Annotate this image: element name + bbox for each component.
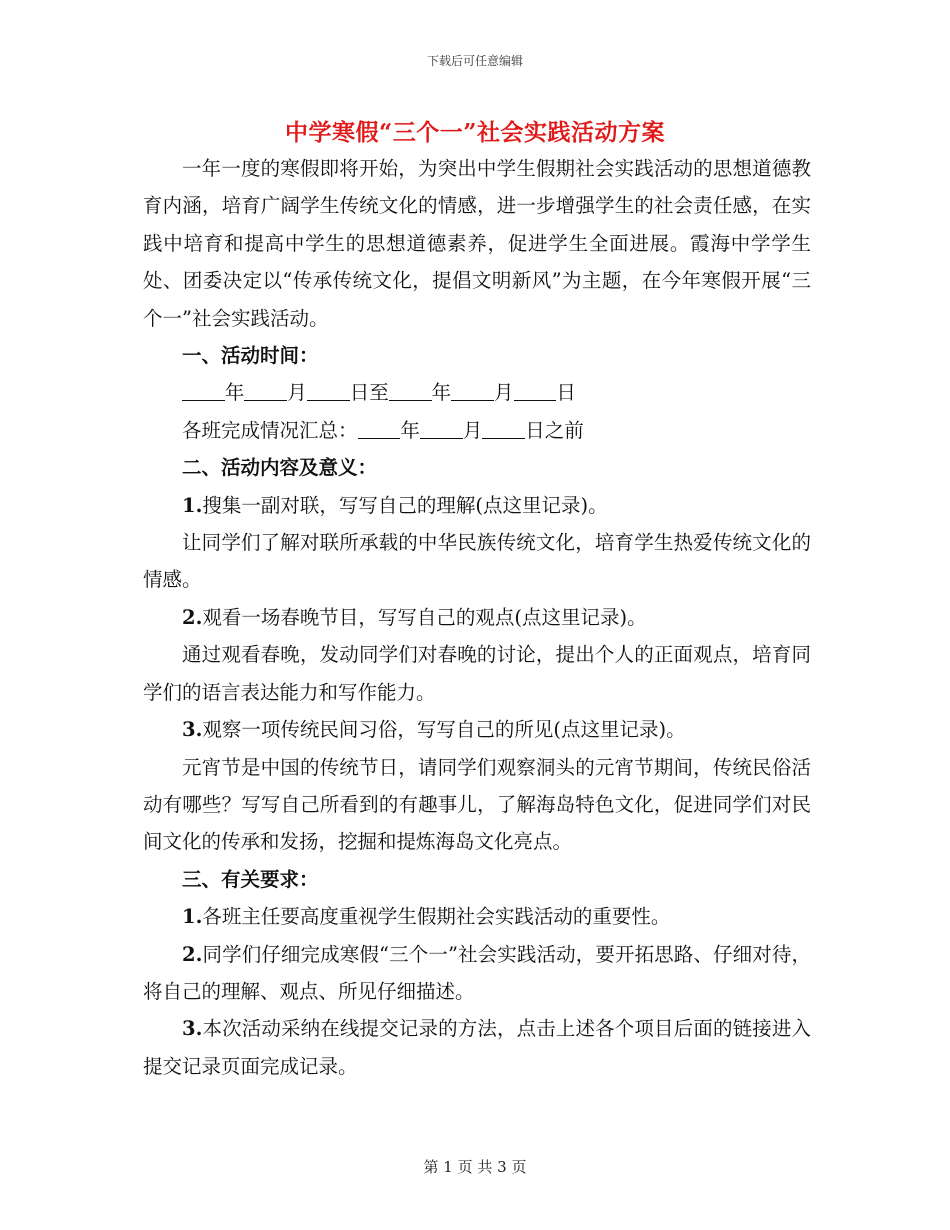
content-item-1[interactable]: 1.搜集一副对联，写写自己的理解(点这里记录)。: [182, 493, 608, 517]
blank-field[interactable]: [389, 381, 432, 402]
activity-date-line: 年 月 日至 年 月 日: [143, 374, 811, 411]
document-body: [143, 150, 811, 1085]
intro-paragraph: 一年一度的寒假即将开始，为突出中学生假期社会实践活动的思想道德教育内涵，培育广阔学生传统文化的情感，进一步增强学生的社会责任感，在实践中培育和提高中学生的思想道德素养，促进学生全面进展。霞海中学学生处、团委决定以“传承传统文化，提倡文明新风”为主题，在今年寒假开展“三个一”社会实践活动。: [143, 157, 811, 330]
content-item-2[interactable]: 2.观看一场春晚节目，写写自己的观点(点这里记录)。: [182, 605, 647, 629]
content-item-1-description: 让同学们了解对联所承载的中华民族传统文化，培育学生热爱传统文化的情感。: [143, 531, 811, 592]
blank-field[interactable]: [420, 418, 463, 439]
requirement-item-3: 3.本次活动采纳在线提交记录的方法，点击上述各个项目后面的链接进入提交记录页面完成记录。: [143, 1017, 811, 1078]
content-item-3[interactable]: 3.观察一项传统民间习俗，写写自己的所见(点这里记录)。: [182, 718, 686, 742]
requirement-item-1: 1.各班主任要高度重视学生假期社会实践活动的重要性。: [182, 905, 671, 929]
section-heading-time: 一、活动时间：: [182, 344, 319, 368]
content-item-2-description: 通过观看春晚，发动同学们对春晚的讨论，提出个人的正面观点，培育同学们的语言表达能力和写作能力。: [143, 643, 811, 704]
section-heading-content: 二、活动内容及意义：: [182, 456, 378, 480]
blank-field[interactable]: [514, 381, 557, 402]
blank-field[interactable]: [451, 381, 494, 402]
document-title: 中学寒假“三个一”社会实践活动方案: [285, 119, 665, 146]
blank-field[interactable]: [482, 418, 525, 439]
blank-field[interactable]: [182, 381, 225, 402]
blank-field[interactable]: [307, 381, 350, 402]
section-heading-requirements: 三、有关要求：: [182, 867, 319, 891]
header-note: 下载后可任意编辑: [426, 54, 523, 68]
page-number-footer: 第 1 页 共 3 页: [423, 1158, 527, 1176]
summary-deadline-line: 各班完成情况汇总： 年 月 日之前: [182, 418, 584, 442]
blank-field[interactable]: [358, 418, 401, 439]
requirement-item-2: 2.同学们仔细完成寒假“三个一”社会实践活动，要开拓思路、仔细对待，将自己的理解、观点、所见仔细描述。: [143, 942, 811, 1003]
blank-field[interactable]: [244, 381, 287, 402]
content-item-3-description: 元宵节是中国的传统节日，请同学们观察洞头的元宵节期间，传统民俗活动有哪些？写写自己所看到的有趣事儿，了解海岛特色文化，促进同学们对民间文化的传承和发扬，挖掘和提炼海岛文化亮点。: [143, 755, 811, 854]
